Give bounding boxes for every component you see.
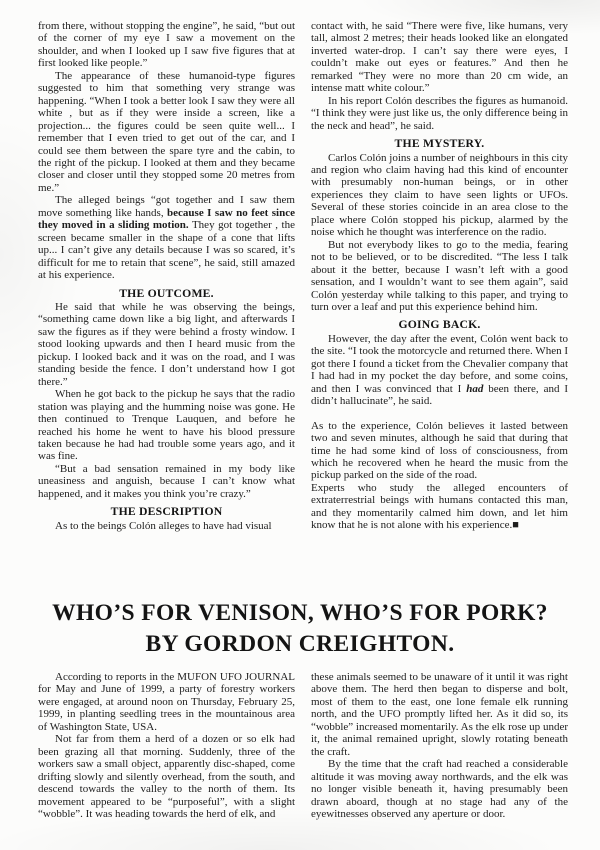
body-text: By the time that the craft had reached a considerable altitude it was moving away northwards, and the elk was no longer visible beneath it, having presumably been drawn aboard, though at no stage had any of the eyewitnesses observed any aperture or door. bbox=[311, 758, 568, 820]
paragraph bbox=[311, 239, 568, 314]
article-top bbox=[38, 20, 568, 532]
body-text: “But a bad sensation remained in my body like uneasiness and anguish, because I can’t know what happened, and it makes you think you’re crazy.” bbox=[38, 462, 295, 500]
body-text: They got together , the screen became smaller in the shape of a cone that lifts up... I can’t give any details because I was so scared, it’s difficult for me to retain that scene”, he said, still amazed at his experience. bbox=[38, 219, 296, 282]
body-text: In his report Colón describes the figures as humanoid. “I think they were just like us, the only difference being in the neck and head”, he said. bbox=[311, 94, 569, 132]
body-text: The appearance of these humanoid-type figures suggested to him that something very strange was happening. “When I took a better look I saw they were all white , but as if they were inside a screen, like a projection... the figures could be seen quite well... I remember that I even tried to get out of the car, and I could see them between the spare tyre and the cabin, to the right of the pickup. I looked at them and they became closer and closer until they stopped some 20 metres from me.” bbox=[38, 69, 295, 194]
paragraph bbox=[38, 520, 295, 532]
paragraph bbox=[311, 20, 568, 95]
emphasized-text: because I saw no feet since they moved in a sliding motion. bbox=[38, 206, 295, 232]
article-bottom-right-column bbox=[311, 671, 568, 820]
body-text: When he got back to the pickup he says that the radio station was playing and the humming noise was gone. He then continued to Trenque Lauquen, and before he reached his home he went to have his blood pressure taken because he had had trouble some years ago, and it was fine. bbox=[38, 388, 295, 463]
body-text: According to reports in the MUFON UFO JOURNAL for May and June of 1999, a party of forestry workers were engaged, at around noon on Thursday, February 25, 1999, in planting seedling trees in the mountainous area of Washington State, USA. bbox=[38, 671, 295, 733]
paragraph bbox=[38, 194, 295, 281]
body-text: Carlos Colón joins a number of neighbours in this city and region who claim having had this kind of encounter with presumably non-human beings, or in other experiences they claim to have seen lights or UFOs. Several of these stories coincide in an area close to the place where Colón stopped his pickup, alarmed by the noise which he thought was interference on the radio. bbox=[311, 151, 568, 239]
paragraph bbox=[38, 671, 295, 733]
paragraph bbox=[38, 70, 295, 195]
body-text: He said that while he was observing the beings, “something came down like a big light, and afterwards I saw the figures as if they were behind a frosty window. I stood looking upwards and then I heard music from the pickup. I looked back and it was on the road, and I was standing beside the fence. I don’t understand how I got there.” bbox=[38, 300, 295, 388]
paragraph bbox=[311, 152, 568, 239]
body-text: However, the day after the event, Colón went back to the site. “I took the motorcycle and returned there. When I got there I found a ticket from the Chevalier company that I had had in my pocket the day before, and some coins, and then I was convinced that I bbox=[311, 332, 568, 395]
section-heading: GOING BACK. bbox=[398, 318, 481, 332]
paragraph bbox=[311, 482, 568, 532]
body-text: The alleged beings “got together and I saw them move something like hands, bbox=[38, 194, 295, 219]
article-headline-byline: BY GORDON CREIGHTON. bbox=[145, 631, 455, 657]
body-text: Not far from them a herd of a dozen or so elk had been grazing all that morning. Suddenly, three of the workers saw a small object, apparently disc-shaped, come drifting slowly and silently overhead, from the south, and descend towards the valley to the north of them. Its movement appeared to be “purposeful”, with a slight “wobble”. It was heading towards the herd of elk, and bbox=[38, 733, 295, 820]
article-bottom-left-column bbox=[38, 671, 295, 820]
section-heading: THE DESCRIPTION bbox=[110, 505, 223, 519]
paragraph bbox=[311, 758, 568, 820]
body-text: As to the experience, Colón believes it lasted between two and seven minutes, although he said that during that time he had some kind of loss of consciousness, from which he recovered when he heard the music from the pickup parked on the side of the road. bbox=[311, 419, 568, 482]
article-top-right-column bbox=[311, 20, 568, 532]
paragraph bbox=[38, 733, 295, 820]
article-headline-line1: WHO’S FOR VENISON, WHO’S FOR PORK? bbox=[52, 600, 548, 626]
body-text: been there, and I didn’t hallucinate”, he said. bbox=[311, 382, 569, 408]
paragraph bbox=[311, 420, 568, 482]
article-headline bbox=[0, 598, 600, 660]
paragraph bbox=[38, 20, 295, 70]
paragraph bbox=[38, 388, 295, 463]
emphasized-text: had bbox=[466, 382, 484, 395]
section-heading: THE MYSTERY. bbox=[394, 137, 485, 151]
body-text: contact with, he said “There were five, like humans, very tall, almost 2 metres; their heads looked like an elongated inverted water-drop. I can’t say there were eyes, I couldn’t make out eyes or features.” And then he remarked “They were no more than 20 cm wide, an intense matt white colour.” bbox=[311, 20, 568, 95]
paragraph bbox=[311, 671, 568, 758]
paragraph bbox=[38, 463, 295, 500]
paragraph bbox=[38, 301, 295, 388]
body-text: from there, without stopping the engine”, he said, “but out of the corner of my eye I saw a movement on the shoulder, and when I looked up I saw five figures that at first looked like people.” bbox=[38, 20, 295, 70]
body-text: these animals seemed to be unaware of it until it was right above them. The herd then began to disperse and bolt, most of them to the east, one lone female elk running north, and the UFO promptly lifted her. As it did so, its “wobble” increased momentarily. As the elk rose up under it, the animal remained upright, slowly rotating beneath the craft. bbox=[311, 671, 568, 758]
article-bottom bbox=[38, 671, 568, 820]
body-text: As to the beings Colón alleges to have had visual bbox=[55, 519, 272, 532]
paragraph bbox=[311, 95, 568, 132]
body-text: Experts who study the alleged encounters of extraterrestrial beings with humans contacted this man, and they momentarily calmed him down, and let him know that he is not alone with his experience.■ bbox=[311, 481, 568, 532]
paragraph bbox=[311, 333, 568, 408]
body-text: But not everybody likes to go to the media, fearing not to be believed, or to be discredited. “The less I talk about it the better, because I wasn’t left with a good sensation, and I wouldn’t want to see them again”, said Colón yesterday while talking to this paper, and trying to turn over a leaf and put this experience behind him. bbox=[311, 238, 568, 313]
section-heading: THE OUTCOME. bbox=[119, 286, 214, 300]
article-top-left-column bbox=[38, 20, 295, 532]
